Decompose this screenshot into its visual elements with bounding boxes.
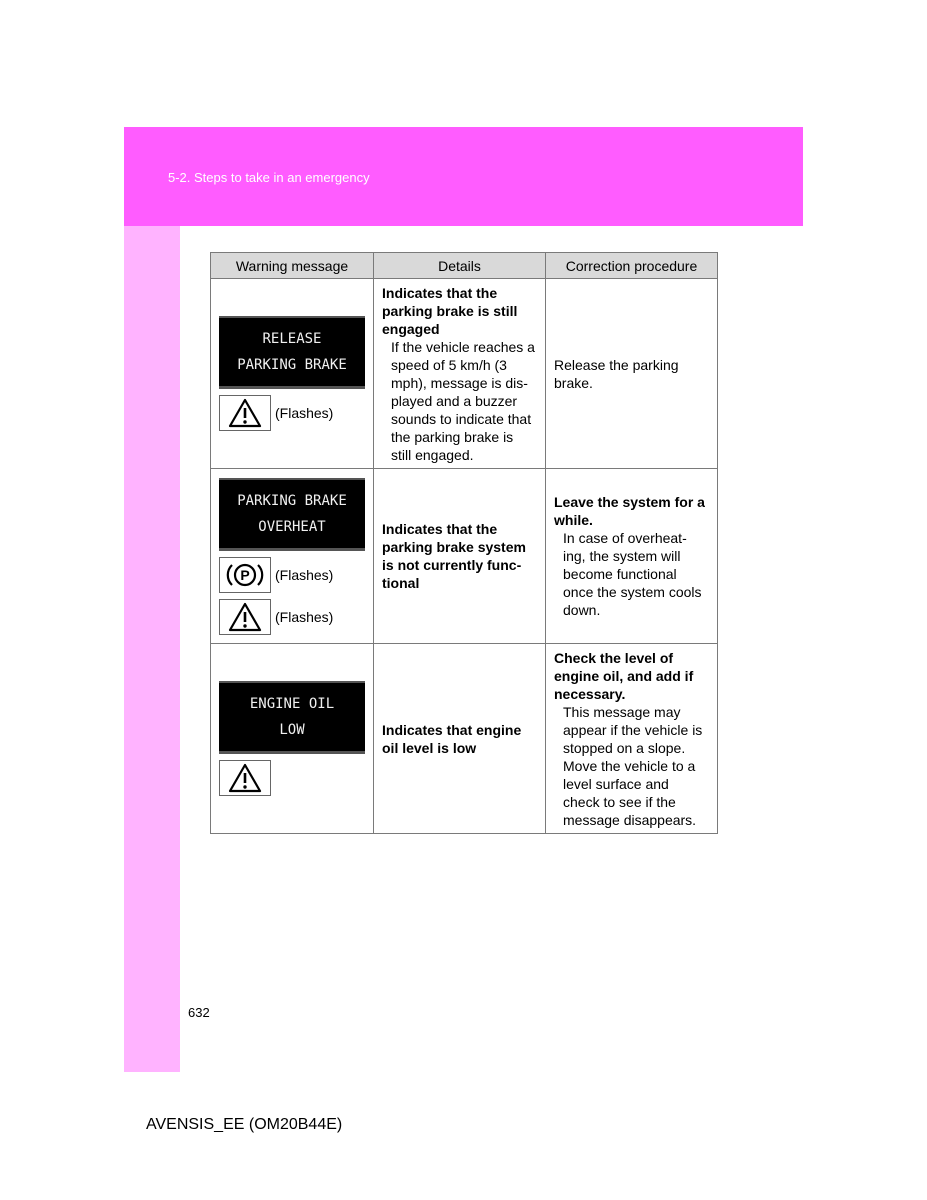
column-header: Details bbox=[374, 253, 546, 279]
warning-message-cell bbox=[211, 279, 374, 469]
indicator-row bbox=[219, 760, 365, 796]
warning-message-table bbox=[210, 252, 718, 834]
table-row bbox=[211, 469, 718, 644]
correction-title: Check the level of engine oil, and add if necessary. bbox=[554, 649, 694, 702]
warning-message-cell bbox=[211, 644, 374, 834]
warning-triangle-icon bbox=[219, 760, 271, 796]
display-message bbox=[219, 681, 365, 754]
parking-brake-icon bbox=[219, 557, 271, 593]
correction-body: This message may appear if the vehicle is stopped on a slope. Move the vehicle to a level surface and check to see if the message disappears. bbox=[563, 703, 703, 828]
display-message bbox=[219, 316, 365, 389]
indicator-note: (Flashes) bbox=[275, 566, 334, 583]
table-row bbox=[211, 279, 718, 469]
display-line: PARKING BRAKE bbox=[237, 357, 347, 373]
column-header: Warning message bbox=[211, 253, 374, 279]
details-title: Indicates that the parking brake is still engaged bbox=[382, 284, 518, 337]
correction-cell bbox=[546, 469, 718, 644]
warning-triangle-icon bbox=[219, 599, 271, 635]
display-line: PARKING BRAKE bbox=[237, 492, 347, 509]
warning-message-cell bbox=[211, 469, 374, 644]
indicator-row bbox=[219, 557, 365, 593]
indicator-row bbox=[219, 395, 365, 431]
page-number: 632 bbox=[188, 1005, 210, 1020]
warning-triangle-icon bbox=[219, 395, 271, 431]
details-cell bbox=[374, 644, 546, 834]
column-header: Correction procedure bbox=[546, 253, 718, 279]
display-line: OVERHEAT bbox=[258, 518, 326, 535]
display-line: ENGINE OIL bbox=[249, 696, 335, 712]
details-title: Indicates that engine oil level is low bbox=[382, 721, 522, 756]
correction-cell bbox=[546, 279, 718, 469]
section-title: 5-2. Steps to take in an emergency bbox=[168, 170, 370, 185]
details-cell bbox=[374, 469, 546, 644]
indicator-note: (Flashes) bbox=[275, 405, 334, 421]
correction-title: Leave the system for a while. bbox=[554, 494, 705, 528]
table-row bbox=[211, 644, 718, 834]
correction-cell bbox=[546, 644, 718, 834]
svg-text:P: P bbox=[240, 566, 250, 583]
correction-body: In case of overheat-ing, the system will become functional once the system cools down. bbox=[563, 530, 702, 618]
side-strip bbox=[124, 226, 180, 1072]
manual-code: AVENSIS_EE (OM20B44E) bbox=[146, 1116, 343, 1133]
details-cell bbox=[374, 279, 546, 469]
correction-body: Release the parking brake. bbox=[554, 356, 679, 391]
indicator-note: (Flashes) bbox=[275, 608, 334, 625]
display-line: LOW bbox=[279, 722, 305, 738]
display-message bbox=[219, 478, 365, 551]
display-line: RELEASE bbox=[262, 331, 322, 347]
indicator-row bbox=[219, 599, 365, 635]
header-band bbox=[124, 127, 803, 226]
table-header-row bbox=[211, 253, 718, 279]
details-title: Indicates that the parking brake system is not currently func-tional bbox=[382, 521, 526, 591]
details-body: If the vehicle reaches a speed of 5 km/h (3 mph), message is dis-played and a buzzer sounds to indicate that the parking brake is still engaged. bbox=[391, 338, 535, 463]
